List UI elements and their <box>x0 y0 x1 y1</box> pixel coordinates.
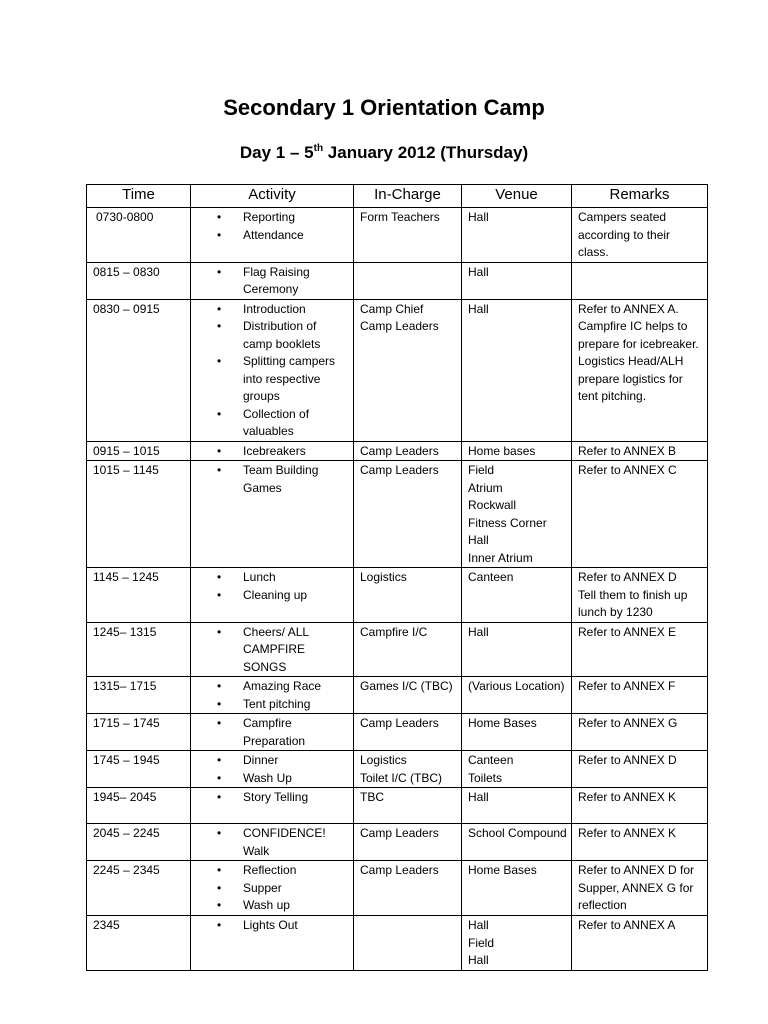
remarks-cell <box>572 208 708 263</box>
activity-list <box>197 569 347 604</box>
remarks-line: Campers seated according to their class. <box>578 210 671 259</box>
table-row <box>87 751 708 788</box>
venue-cell <box>462 262 572 299</box>
venue-line: Rockwall <box>468 498 517 512</box>
venue-line: Home Bases <box>468 863 537 877</box>
activity-item: • Cheers/ ALL CAMPFIRE SONGS <box>197 624 347 677</box>
venue-cell <box>462 461 572 568</box>
time-cell: 0830 – 0915 <box>87 299 191 441</box>
activity-cell <box>191 751 354 788</box>
activity-list <box>197 715 347 750</box>
activity-cell <box>191 299 354 441</box>
venue-cell <box>462 677 572 714</box>
venue-cell <box>462 751 572 788</box>
remarks-line: Refer to ANNEX K <box>578 826 677 840</box>
in-charge-cell <box>354 788 462 824</box>
activity-item: • Lunch <box>197 569 347 587</box>
table-row <box>87 788 708 824</box>
activity-cell <box>191 677 354 714</box>
remarks-cell <box>572 677 708 714</box>
activity-cell <box>191 208 354 263</box>
time-cell: 1945– 2045 <box>87 788 191 824</box>
activity-item: • Splitting campers into respective groups <box>197 353 347 406</box>
in-charge-line: TBC <box>360 790 384 804</box>
remarks-line: Campfire IC helps to prepare for icebreaker. <box>578 319 699 351</box>
remarks-cell <box>572 861 708 916</box>
in-charge-line: Logistics <box>360 753 407 767</box>
activity-list <box>197 917 347 935</box>
in-charge-cell <box>354 262 462 299</box>
table-row <box>87 441 708 461</box>
activity-item: • Amazing Race <box>197 678 347 696</box>
activity-item: • Reporting <box>197 209 347 227</box>
venue-cell <box>462 441 572 461</box>
venue-line: Home bases <box>468 443 536 458</box>
in-charge-cell <box>354 677 462 714</box>
remarks-line: Refer to ANNEX A <box>578 918 676 932</box>
in-charge-cell <box>354 861 462 916</box>
activity-item: • Campfire Preparation <box>197 715 347 750</box>
document-title: Secondary 1 Orientation Camp <box>223 95 545 120</box>
in-charge-line: Camp Leaders <box>360 319 439 333</box>
remarks-line: Tell them to finish up lunch by 1230 <box>578 587 688 619</box>
remarks-cell <box>572 622 708 677</box>
in-charge-cell <box>354 622 462 677</box>
in-charge-cell <box>354 751 462 788</box>
table-row <box>87 461 708 568</box>
schedule-table <box>86 184 708 971</box>
header-venue: Venue <box>462 185 572 208</box>
table-row <box>87 622 708 677</box>
in-charge-cell <box>354 714 462 751</box>
remarks-line: Refer to ANNEX D for Supper, ANNEX G for reflection <box>578 863 695 912</box>
activity-list <box>197 862 347 915</box>
venue-cell <box>462 788 572 824</box>
remarks-cell <box>572 299 708 441</box>
time-cell: 1145 – 1245 <box>87 568 191 623</box>
activity-item: • Supper <box>197 880 347 898</box>
remarks-cell <box>572 751 708 788</box>
activity-item: • Wash up <box>197 897 347 915</box>
schedule-body <box>87 208 708 971</box>
activity-cell <box>191 568 354 623</box>
document-subtitle <box>0 143 768 163</box>
activity-list <box>197 443 347 461</box>
venue-line: Hall <box>468 790 489 804</box>
header-remarks: Remarks <box>572 185 708 208</box>
remarks-cell <box>572 824 708 861</box>
time-cell: 1245– 1315 <box>87 622 191 677</box>
remarks-cell <box>572 714 708 751</box>
in-charge-line: Camp Leaders <box>360 463 439 477</box>
venue-line: Field <box>468 935 495 950</box>
venue-cell <box>462 568 572 623</box>
venue-line: (Various Location) <box>468 679 565 693</box>
venue-cell <box>462 714 572 751</box>
remarks-cell <box>572 262 708 299</box>
in-charge-line: Camp Chief <box>360 301 424 316</box>
activity-item: • Introduction <box>197 301 347 319</box>
time-cell: 0815 – 0830 <box>87 262 191 299</box>
header-in-charge: In-Charge <box>354 185 462 208</box>
activity-cell <box>191 916 354 971</box>
table-row <box>87 299 708 441</box>
time-cell: 1715 – 1745 <box>87 714 191 751</box>
remarks-line: Refer to ANNEX D <box>578 753 677 767</box>
activity-cell <box>191 441 354 461</box>
activity-item: • Lights Out <box>197 917 347 935</box>
venue-line: Home Bases <box>468 716 537 730</box>
venue-cell <box>462 299 572 441</box>
in-charge-cell <box>354 441 462 461</box>
remarks-line: Refer to ANNEX D <box>578 570 677 584</box>
time-cell: 1015 – 1145 <box>87 461 191 568</box>
remarks-line: Refer to ANNEX F <box>578 679 676 693</box>
activity-item: • Reflection <box>197 862 347 880</box>
activity-list <box>197 301 347 441</box>
subtitle-ordinal: th <box>313 143 324 154</box>
activity-cell <box>191 861 354 916</box>
time-cell: 2045 – 2245 <box>87 824 191 861</box>
remarks-line: Refer to ANNEX G <box>578 716 678 730</box>
venue-cell <box>462 622 572 677</box>
time-cell: 2245 – 2345 <box>87 861 191 916</box>
time-cell: 1745 – 1945 <box>87 751 191 788</box>
venue-line: Toilets <box>468 770 503 785</box>
activity-list <box>197 752 347 787</box>
in-charge-line: Form Teachers <box>360 210 440 224</box>
remarks-cell <box>572 568 708 623</box>
activity-item: • Flag Raising Ceremony <box>197 264 347 299</box>
activity-item: • Distribution of camp booklets <box>197 318 347 353</box>
venue-cell <box>462 861 572 916</box>
remarks-cell <box>572 461 708 568</box>
subtitle-day: Day 1 – 5 <box>239 143 314 162</box>
activity-list <box>197 624 347 677</box>
subtitle-date: January 2012 (Thursday) <box>323 143 529 162</box>
venue-line: Hall <box>468 533 489 547</box>
activity-item: • CONFIDENCE! Walk <box>197 825 347 860</box>
header-activity: Activity <box>191 185 354 208</box>
activity-item: • Attendance <box>197 227 347 245</box>
activity-cell <box>191 788 354 824</box>
activity-cell <box>191 714 354 751</box>
table-row <box>87 677 708 714</box>
table-row <box>87 824 708 861</box>
venue-line: Field <box>468 463 495 477</box>
table-row <box>87 714 708 751</box>
table-row <box>87 861 708 916</box>
remarks-cell <box>572 916 708 971</box>
in-charge-cell <box>354 916 462 971</box>
remarks-line: Refer to ANNEX C <box>578 463 677 477</box>
activity-cell <box>191 262 354 299</box>
header-time: Time <box>87 185 191 208</box>
venue-line: Hall <box>468 953 489 967</box>
activity-cell <box>191 824 354 861</box>
activity-item: • Collection of valuables <box>197 406 347 441</box>
remarks-line: Refer to ANNEX B <box>578 443 677 458</box>
in-charge-cell <box>354 461 462 568</box>
venue-line: Hall <box>468 624 489 639</box>
venue-line: Atrium <box>468 480 503 495</box>
table-header-row <box>87 185 708 208</box>
activity-list <box>197 264 347 299</box>
activity-item: • Story Telling <box>197 789 347 807</box>
venue-line: Canteen <box>468 570 514 584</box>
remarks-line: Refer to ANNEX K <box>578 790 677 804</box>
activity-item: • Tent pitching <box>197 696 347 714</box>
activity-list <box>197 209 347 244</box>
activity-item: • Icebreakers <box>197 443 347 461</box>
activity-list <box>197 678 347 713</box>
in-charge-line: Logistics <box>360 570 407 584</box>
activity-item: • Cleaning up <box>197 587 347 605</box>
table-row <box>87 262 708 299</box>
venue-line: School Compound <box>468 826 567 840</box>
table-row <box>87 208 708 263</box>
venue-line: Inner Atrium <box>468 550 533 565</box>
venue-line: Hall <box>468 301 489 316</box>
venue-line: Hall <box>468 264 489 279</box>
in-charge-line: Games I/C (TBC) <box>360 679 453 693</box>
in-charge-line: Camp Leaders <box>360 826 439 840</box>
remarks-line: Refer to ANNEX A. <box>578 301 679 316</box>
venue-line: Hall <box>468 210 489 224</box>
time-cell: 1315– 1715 <box>87 677 191 714</box>
activity-list <box>197 789 347 807</box>
time-cell: 0730-0800 <box>87 208 191 263</box>
activity-cell <box>191 461 354 568</box>
venue-line: Fitness Corner <box>468 515 547 530</box>
in-charge-cell <box>354 208 462 263</box>
time-cell: 0915 – 1015 <box>87 441 191 461</box>
venue-cell <box>462 824 572 861</box>
in-charge-line: Camp Leaders <box>360 443 439 458</box>
in-charge-line: Camp Leaders <box>360 716 439 730</box>
activity-cell <box>191 622 354 677</box>
time-cell: 2345 <box>87 916 191 971</box>
remarks-cell <box>572 441 708 461</box>
remarks-line: Refer to ANNEX E <box>578 624 677 639</box>
activity-item: • Team Building Games <box>197 462 347 497</box>
venue-cell <box>462 916 572 971</box>
table-row <box>87 916 708 971</box>
in-charge-cell <box>354 824 462 861</box>
in-charge-line: Toilet I/C (TBC) <box>360 770 443 785</box>
venue-line: Canteen <box>468 753 514 767</box>
venue-line: Hall <box>468 918 489 932</box>
in-charge-cell <box>354 299 462 441</box>
remarks-line: Logistics Head/ALH prepare logistics for tent pitching. <box>578 354 684 403</box>
in-charge-line: Camp Leaders <box>360 863 439 877</box>
in-charge-line: Campfire I/C <box>360 624 428 639</box>
remarks-cell <box>572 788 708 824</box>
activity-list <box>197 825 347 860</box>
activity-item: • Wash Up <box>197 770 347 788</box>
table-row <box>87 568 708 623</box>
venue-cell <box>462 208 572 263</box>
activity-item: • Dinner <box>197 752 347 770</box>
in-charge-cell <box>354 568 462 623</box>
activity-list <box>197 462 347 497</box>
